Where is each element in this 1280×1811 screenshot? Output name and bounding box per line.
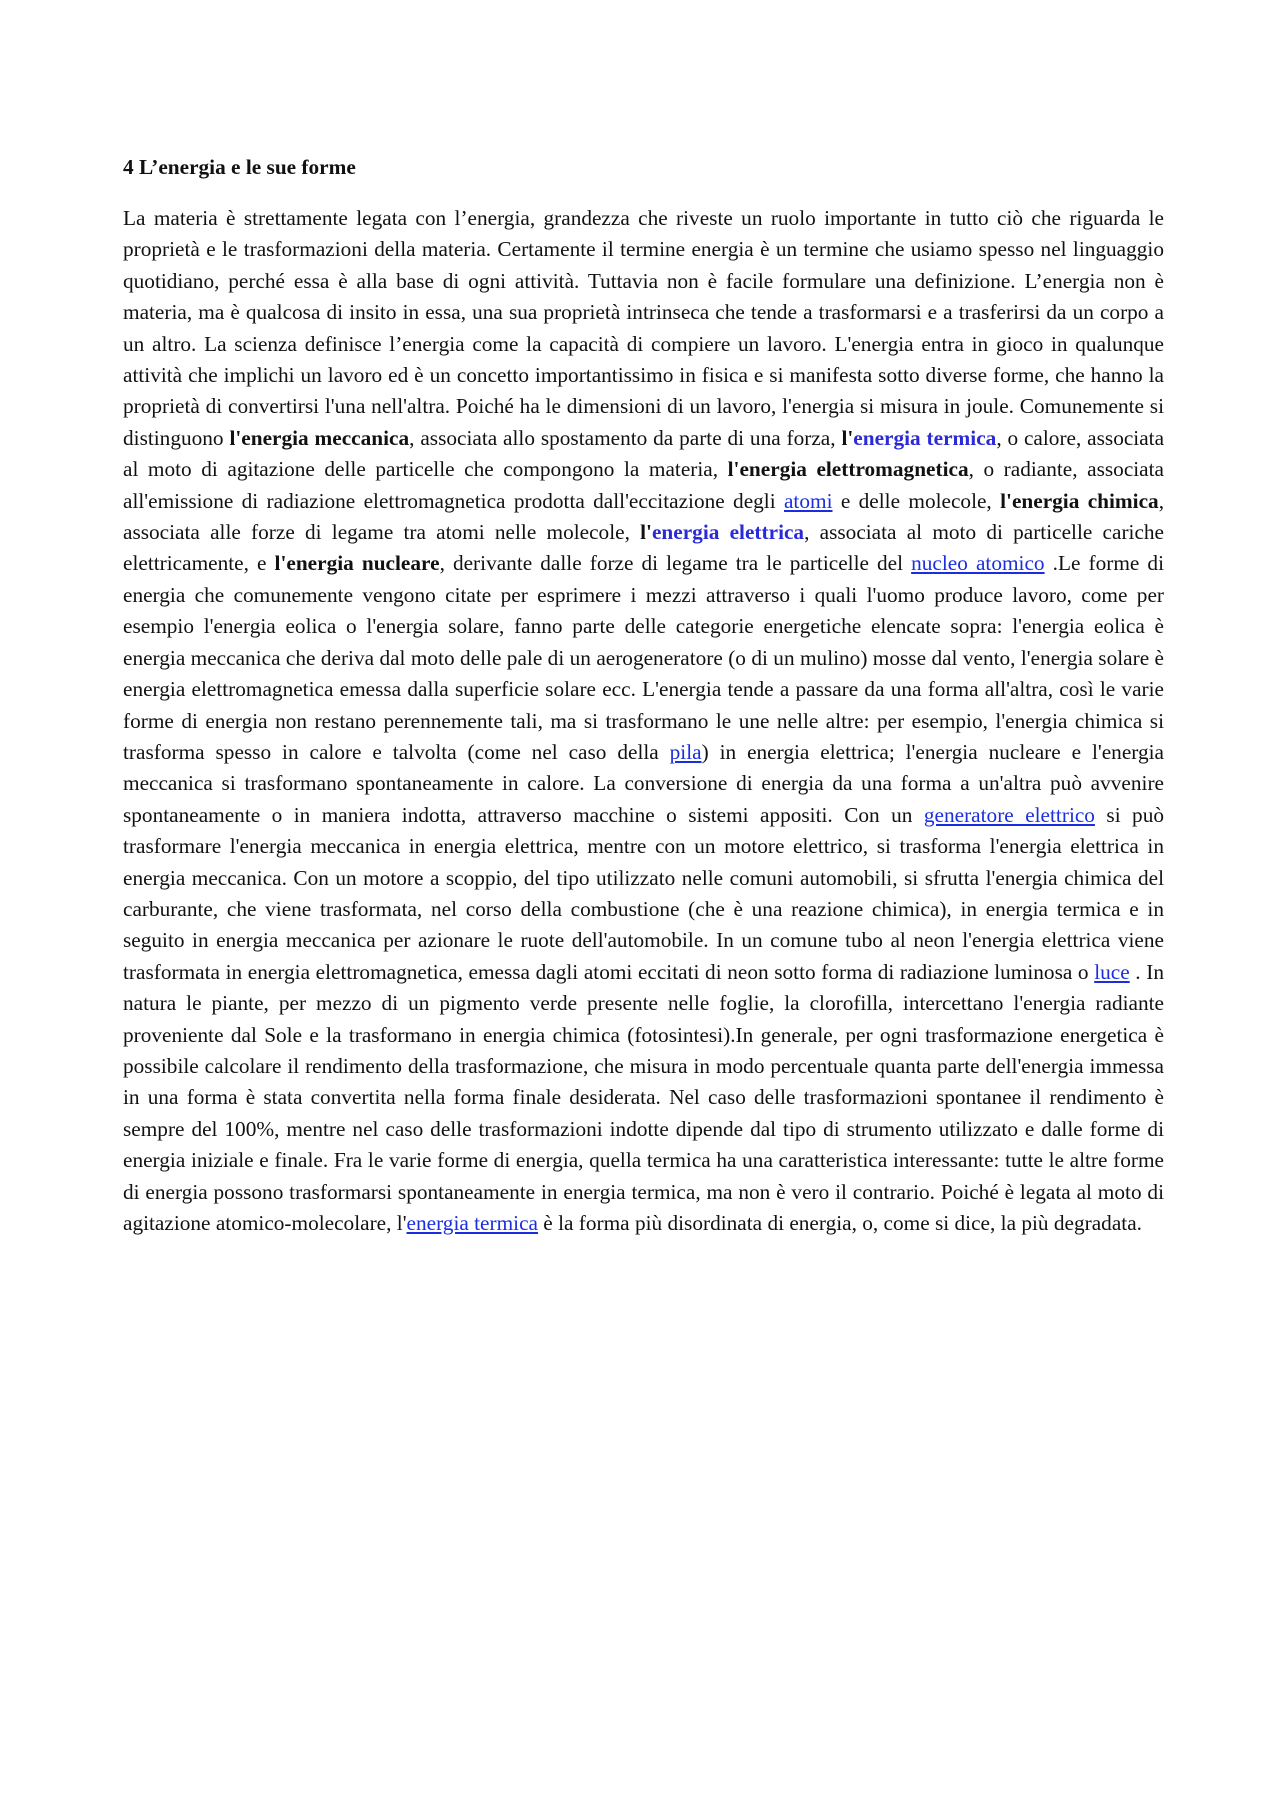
section-heading: 4 L’energia e le sue forme	[123, 155, 356, 179]
bold-term: l'	[640, 520, 652, 545]
text-run: , associata al moto di particelle cariche elettricamente, e	[123, 520, 1165, 576]
text-run: è la forma più disordinata di energia, o, come si dice, la più degradata.	[537, 1211, 1142, 1235]
hyperlink-energia-termica[interactable]: energia termica	[406, 1211, 538, 1235]
bold-term: l'energia nucleare	[274, 551, 440, 576]
hyperlink-pila[interactable]: pila	[669, 739, 702, 764]
text-run: , derivante dalle forze di legame tra le particelle del	[439, 551, 912, 576]
text-run: , associata alle forze di legame tra atomi nelle molecole,	[123, 488, 1165, 545]
bold-term: l'energia meccanica	[229, 425, 410, 450]
highlighted-term: energia elettrica	[651, 520, 805, 545]
hyperlink-atomi[interactable]: atomi	[783, 488, 833, 513]
body-paragraph	[123, 203, 1164, 1239]
text-run: , associata allo spostamento da parte di una forza,	[409, 425, 842, 450]
text-run: ) in energia elettrica; l'energia nucleare e l'energia meccanica si trasformano spontaneamente in calore. La conversione di energia da una forma a un'altra può avvenire spontaneamente o in maniera indotta, attraverso macchine o sistemi appositi. Con un	[123, 739, 1165, 827]
text-run: e delle molecole,	[832, 488, 1001, 513]
text-run: , o calore, associata al moto di agitazione delle particelle che compongono la materia,	[123, 425, 1165, 482]
text-run: , o radiante, associata all'emissione di radiazione elettromagnetica prodotta dall'eccitazione degli	[123, 457, 1165, 513]
bold-term: l'energia chimica	[1000, 488, 1159, 513]
hyperlink-nucleo-atomico[interactable]: nucleo atomico	[911, 551, 1045, 576]
text-run: La materia è strettamente legata con l’energia, grandezza che riveste un ruolo importante in tutto ciò che riguarda le proprietà e le trasformazioni della materia. Certamente il termine energia è un termine che usiamo spesso nel linguaggio quotidiano, perché essa è alla base di ogni attività. Tuttavia non è facile formulare una definizione. L’energia non è materia, ma è qualcosa di insito in essa, una sua proprietà intrinseca che tende a trasformarsi e a trasferirsi da un corpo a un altro. La scienza definisce l’energia come la capacità di compiere un lavoro. L'energia entra in gioco in qualunque attività che implichi un lavoro ed è un concetto importantissimo in fisica e si manifesta sotto diverse forme, che hanno la proprietà di convertirsi l'una nell'altra. Poiché ha le dimensioni di un lavoro, l'energia si misura in joule. Comunemente si distinguono	[123, 206, 1164, 450]
document-content	[123, 152, 1164, 1239]
bold-term: l'	[841, 425, 854, 450]
hyperlink-generatore-elettrico[interactable]: generatore elettrico	[923, 802, 1095, 827]
text-run: . In natura le piante, per mezzo di un pigmento verde presente nelle foglie, la clorofilla, intercettano l'energia radiante proveniente dal Sole e la trasformano in energia chimica (fotosintesi).In generale, per ogni trasformazione energetica è possibile calcolare il rendimento della trasformazione, che misura in modo percentuale quanta parte dell'energia immessa in una forma è stata convertita nella forma finale desiderata. Nel caso delle trasformazioni spontanee il rendimento è sempre del 100%, mentre nel caso delle trasformazioni indotte dipende dal tipo di strumento utilizzato e dalle forme di energia iniziale e finale. Fra le varie forme di energia, quella termica ha una caratteristica interessante: tutte le altre forme di energia possono trasformarsi spontaneamente in energia termica, ma non è vero il contrario. Poiché è legata al moto di agitazione atomico-molecolare, l'	[123, 959, 1164, 1235]
hyperlink-luce[interactable]: luce	[1094, 959, 1130, 984]
highlighted-term: energia termica	[853, 425, 997, 450]
text-run: .Le forme di energia che comunemente vengono citate per esprimere i mezzi attraverso i quali l'uomo produce lavoro, come per esempio l'energia eolica o l'energia solare, fanno parte delle categorie energetiche elencate sopra: l'energia eolica è energia meccanica che deriva dal moto delle pale di un aerogeneratore (o di un mulino) mosse dal vento, l'energia solare è energia elettromagnetica emessa dalla superficie solare ecc. L'energia tende a passare da una forma all'altra, così le varie forme di energia non restano perennemente tali, ma si trasformano le une nelle altre: per esempio, l'energia chimica si trasforma spesso in calore e talvolta (come nel caso della	[123, 551, 1164, 764]
text-run: si può trasformare l'energia meccanica in energia elettrica, mentre con un motore elettrico, si trasforma l'energia elettrica in energia meccanica. Con un motore a scoppio, del tipo utilizzato nelle comuni automobili, si sfrutta l'energia chimica del carburante, che viene trasformata, nel corso della combustione (che è una reazione chimica), in energia termica e in seguito in energia meccanica per azionare le ruote dell'automobile. In un comune tubo al neon l'energia elettrica viene trasformata in energia elettromagnetica, emessa dagli atomi eccitati di neon sotto forma di radiazione luminosa o	[123, 802, 1165, 984]
bold-term: l'energia elettromagnetica	[727, 457, 969, 482]
